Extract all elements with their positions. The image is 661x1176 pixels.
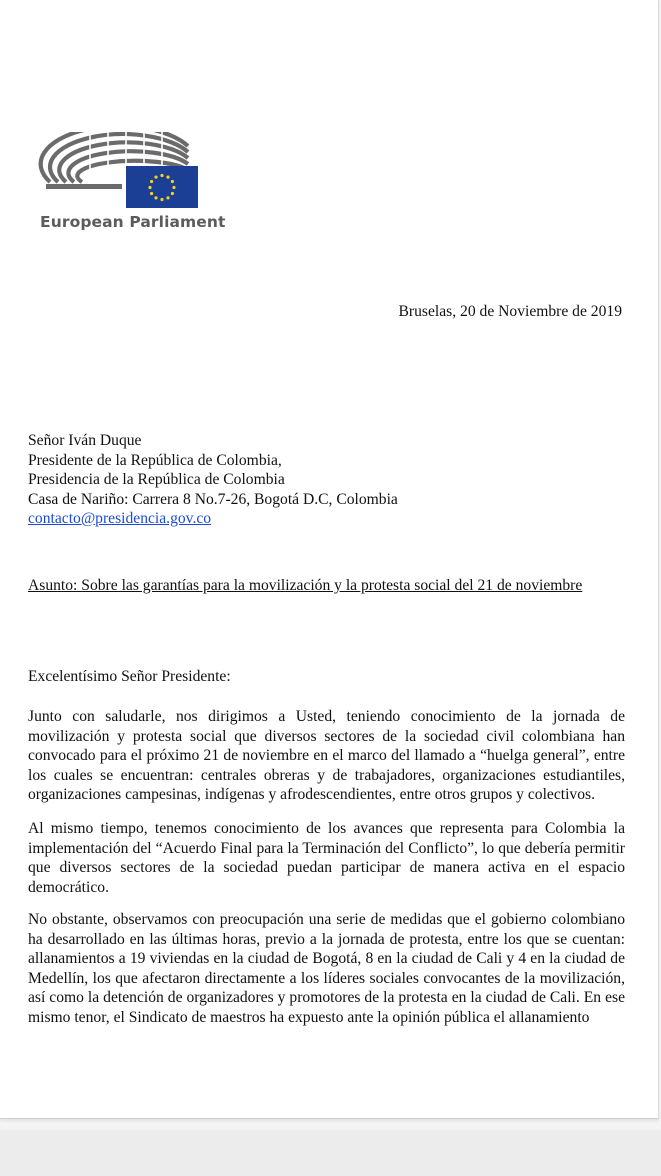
recipient-office: Presidencia de la República de Colombia — [28, 471, 285, 488]
recipient-block — [28, 431, 628, 529]
viewer-background — [0, 1130, 661, 1176]
body-paragraph: Junto con saludarle, nos dirigimos a Usted, teniendo conocimiento de la jornada de movilización y protesta social que diversos sectores de la sociedad civil colombiana han convocado para el próximo 21 de noviembre en el marco del llamado a “huelga general”, entre los cuales se encuentran: centrales obreras y de trabajadores, organizaciones estudiantiles, organizaciones campesinas, indígenas y afrodescendientes, entre otros grupos y colectivos. — [28, 708, 625, 803]
subject-line: Asunto: Sobre las garantías para la movilización y la protesta social del 21 de noviembre — [28, 577, 583, 594]
eu-flag-icon — [126, 166, 198, 208]
body-paragraph: No obstante, observamos con preocupación una serie de medidas que el gobierno colombiano ha desarrollado en las últimas horas, previo a la jornada de protesta, entre los que se cuentan: allanamientos a 19 viviendas en la ciudad de Bogotá, 8 en la ciudad de Cali y 4 en la ciudad de Medellín, los que afectaron directamente a los líderes sociales convocantes de la movilización, así como la detención de organizadores y promotores de la protesta en la ciudad de Cali. En ese mismo tenor, el Sindicato de maestros ha expuesto ante la opinión pública el allanamiento — [28, 911, 625, 1026]
salutation: Excelentísimo Señor Presidente: — [28, 668, 231, 685]
recipient-address: Casa de Nariño: Carrera 8 No.7-26, Bogotá D.C, Colombia — [28, 490, 398, 508]
logo-wordmark: European Parliament — [40, 213, 226, 231]
recipient-email-link[interactable]: contacto@presidencia.gov.co — [28, 510, 212, 527]
body-paragraph: Al mismo tiempo, tenemos conocimiento de los avances que representa para Colombia la implementación del “Acuerdo Final para la Terminación del Conflicto”, lo que debería permitir que diversos sectores de la sociedad puedan participar de manera activa en el espacio democrático. — [28, 820, 625, 896]
date-line: Bruselas, 20 de Noviembre de 2019 — [398, 303, 622, 320]
recipient-title: Presidente de la República de Colombia, — [28, 451, 282, 469]
recipient-name: Señor Iván Duque — [28, 432, 142, 449]
